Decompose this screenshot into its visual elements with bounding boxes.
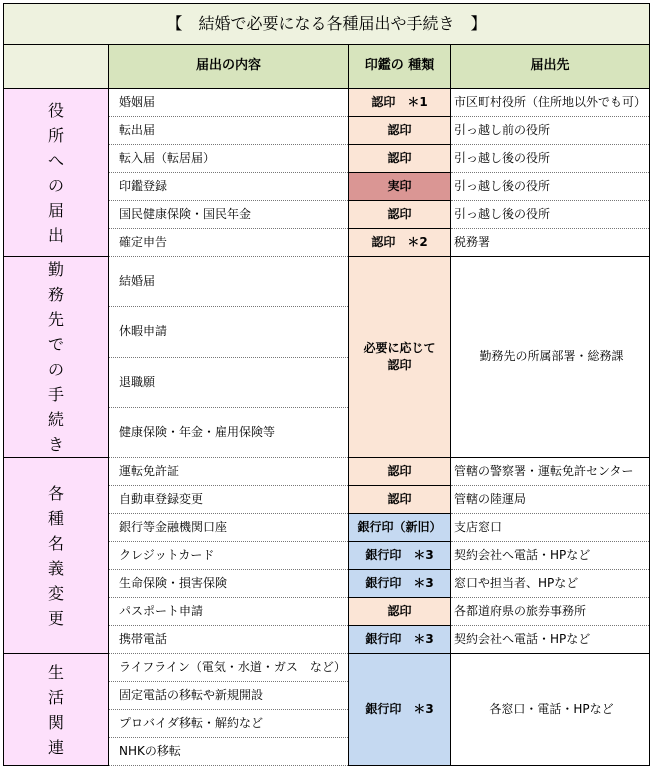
- dest-cell: 契約会社へ電話・HPなど: [451, 626, 650, 654]
- seal-cell: 認印: [349, 598, 451, 626]
- header-seal-type: 印鑑の 種類: [349, 45, 451, 89]
- seal-cell-life: 銀行印 ＊3: [349, 654, 451, 766]
- seal-cell: 銀行印 ＊3: [349, 570, 451, 598]
- item-cell: 固定電話の移転や新規開設: [109, 682, 349, 710]
- item-cell: 国民健康保険・国民年金: [109, 201, 349, 229]
- item-cell: 印鑑登録: [109, 173, 349, 201]
- header-destination: 届出先: [451, 45, 650, 89]
- seal-line-2: 認印: [387, 358, 412, 372]
- seal-cell: 銀行印 ＊3: [349, 542, 451, 570]
- item-cell: NHKの移転: [109, 738, 349, 766]
- item-cell: 銀行等金融機関口座: [109, 514, 349, 542]
- seal-cell-work: [349, 257, 451, 458]
- header-content: 届出の内容: [109, 45, 349, 89]
- dest-cell: 引っ越し前の役所: [451, 117, 650, 145]
- seal-cell: 実印: [349, 173, 451, 201]
- item-cell: 運転免許証: [109, 458, 349, 486]
- seal-cell: 認印: [349, 486, 451, 514]
- seal-cell: 認印: [349, 145, 451, 173]
- item-cell: 生命保険・損害保険: [109, 570, 349, 598]
- dest-cell: 引っ越し後の役所: [451, 201, 650, 229]
- dest-cell: 各都道府県の旅券事務所: [451, 598, 650, 626]
- item-cell: 自動車登録変更: [109, 486, 349, 514]
- item-cell: 転入届（転居届）: [109, 145, 349, 173]
- category-life: 生活関連: [4, 654, 109, 766]
- category-names: 各種名義変更: [4, 458, 109, 654]
- dest-cell: 支店窓口: [451, 514, 650, 542]
- item-cell: 転出届: [109, 117, 349, 145]
- seal-cell: 認印: [349, 117, 451, 145]
- item-cell: 携帯電話: [109, 626, 349, 654]
- item-cell: ライフライン（電気・水道・ガス など）: [109, 654, 349, 682]
- seal-line-1: 必要に応じて: [363, 341, 436, 355]
- dest-cell: 市区町村役所（住所地以外でも可）: [451, 89, 650, 117]
- dest-cell: 管轄の警察署・運転免許センター: [451, 458, 650, 486]
- seal-cell: 認印 ＊1: [349, 89, 451, 117]
- dest-cell: 契約会社へ電話・HPなど: [451, 542, 650, 570]
- dest-cell-work: 勤務先の所属部署・総務課: [451, 257, 650, 458]
- category-work: 勤務先での手続き: [4, 257, 109, 458]
- item-cell: 婚姻届: [109, 89, 349, 117]
- item-cell: 退職願: [109, 357, 349, 407]
- seal-cell: 認印 ＊2: [349, 229, 451, 257]
- item-cell: パスポート申請: [109, 598, 349, 626]
- dest-cell: 引っ越し後の役所: [451, 173, 650, 201]
- item-cell: クレジットカード: [109, 542, 349, 570]
- dest-cell: 窓口や担当者、HPなど: [451, 570, 650, 598]
- dest-cell: 管轄の陸運局: [451, 486, 650, 514]
- item-cell: 休暇申請: [109, 307, 349, 357]
- category-office: 役所への届出: [4, 89, 109, 257]
- item-cell: 確定申告: [109, 229, 349, 257]
- header-blank: [4, 45, 109, 89]
- procedures-table: [3, 3, 650, 766]
- item-cell: 結婚届: [109, 257, 349, 307]
- dest-cell: 税務署: [451, 229, 650, 257]
- dest-cell: 引っ越し後の役所: [451, 145, 650, 173]
- table-title: 【 結婚で必要になる各種届出や手続き 】: [4, 4, 650, 45]
- seal-cell: 銀行印 ＊3: [349, 626, 451, 654]
- seal-cell: 認印: [349, 458, 451, 486]
- dest-cell-life: 各窓口・電話・HPなど: [451, 654, 650, 766]
- item-cell: 健康保険・年金・雇用保険等: [109, 407, 349, 457]
- item-cell: プロバイダ移転・解約など: [109, 710, 349, 738]
- seal-cell: 認印: [349, 201, 451, 229]
- seal-cell: 銀行印（新旧）: [349, 514, 451, 542]
